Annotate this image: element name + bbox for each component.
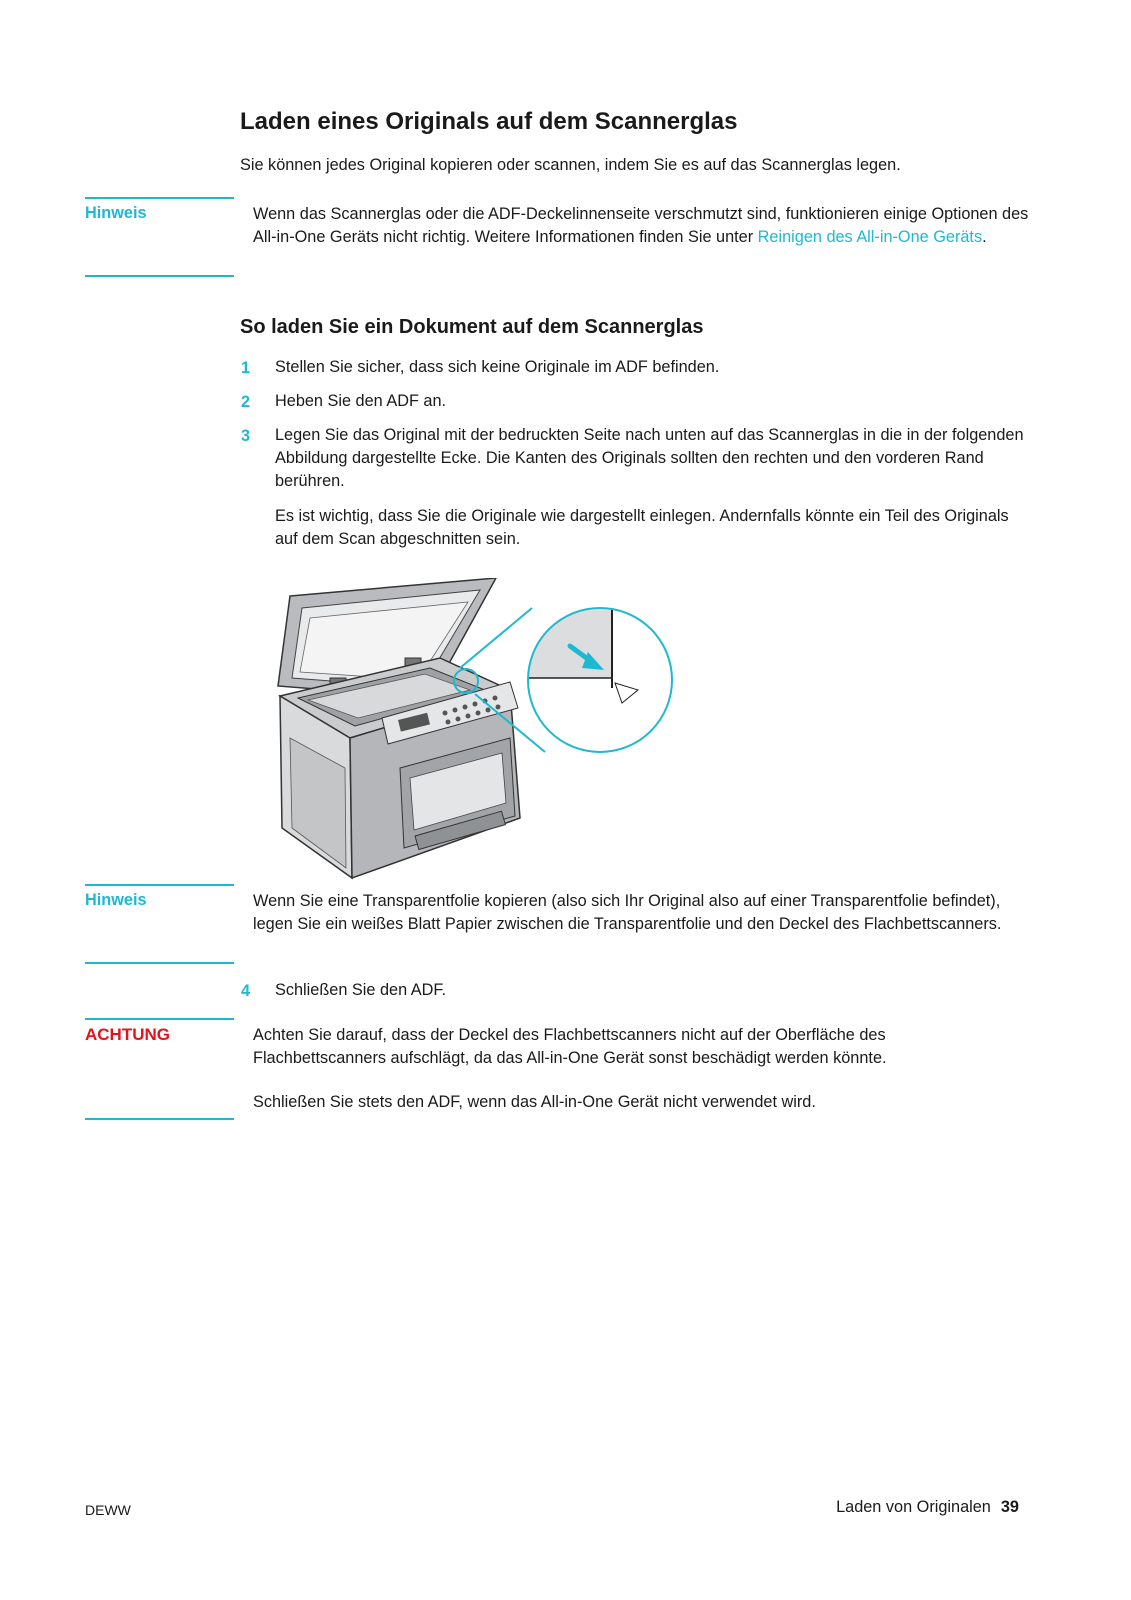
step-text: Schließen Sie den ADF.: [275, 981, 447, 999]
step-number: 1: [241, 359, 251, 377]
note-text-body: Wenn das Scannerglas oder die ADF-Deckelinnenseite verschmutzt sind, funktionieren einige Optionen des All-in-One Geräts nicht richtig. Weitere Informationen finden Sie unter: [253, 205, 1029, 246]
page-title: Laden eines Originals auf dem Scannerglas: [240, 108, 738, 135]
step-text: Stellen Sie sicher, dass sich keine Originale im ADF befinden.: [275, 358, 720, 376]
step-text: Heben Sie den ADF an.: [275, 392, 447, 410]
note-label: Hinweis: [85, 204, 147, 222]
page-number: 39: [1000, 1498, 1019, 1516]
step-extra-text: Es ist wichtig, dass Sie die Originale wie dargestellt einlegen. Andernfalls könnte ein Teil des Originals auf dem Scan abgeschnitten sein.: [275, 507, 1009, 548]
note-label: Hinweis: [85, 891, 147, 909]
note-text-end: .: [982, 228, 987, 246]
warning-rule-top: [85, 1018, 234, 1020]
warning-rule-bottom: [85, 1118, 234, 1120]
warning-text-2: Schließen Sie stets den ADF, wenn das All-in-One Gerät nicht verwendet wird.: [253, 1093, 816, 1111]
footer-doc-code: DEWW: [85, 1502, 131, 1518]
warning-label: ACHTUNG: [85, 1025, 170, 1044]
step-number: 3: [241, 427, 251, 445]
note-text: Wenn Sie eine Transparentfolie kopieren (also sich Ihr Original also auf einer Transparentfolie befindet), legen Sie ein weißes Blatt Papier zwischen die Transparentfolie und den Deckel des Flachbettscanners.: [253, 892, 1002, 933]
step-number: 4: [241, 982, 251, 1000]
note-text: [253, 203, 1033, 249]
footer-section: [836, 1498, 1019, 1517]
footer-section-title: Laden von Originalen: [836, 1498, 991, 1516]
warning-text: Achten Sie darauf, dass der Deckel des Flachbettscanners nicht auf der Oberfläche des Flachbettscanners aufschlägt, da das All-in-One Gerät sonst beschädigt werden könnte.: [253, 1026, 887, 1067]
note-rule-top: [85, 884, 234, 886]
note-rule-bottom: [85, 962, 234, 964]
note-rule-top: [85, 197, 234, 199]
scanner-illustration: [270, 578, 690, 888]
note-rule-bottom: [85, 275, 234, 277]
cleaning-link[interactable]: Reinigen des All-in-One Geräts: [757, 228, 983, 246]
intro-text: Sie können jedes Original kopieren oder scannen, indem Sie es auf das Scannerglas legen.: [240, 156, 901, 174]
section-subtitle: So laden Sie ein Dokument auf dem Scannerglas: [240, 316, 704, 338]
step-text: Legen Sie das Original mit der bedruckten Seite nach unten auf das Scannerglas in die in der folgenden Abbildung dargestellte Ecke. Die Kanten des Originals sollten den rechten und den vorderen Rand berühren.: [275, 426, 1024, 490]
step-number: 2: [241, 393, 251, 411]
